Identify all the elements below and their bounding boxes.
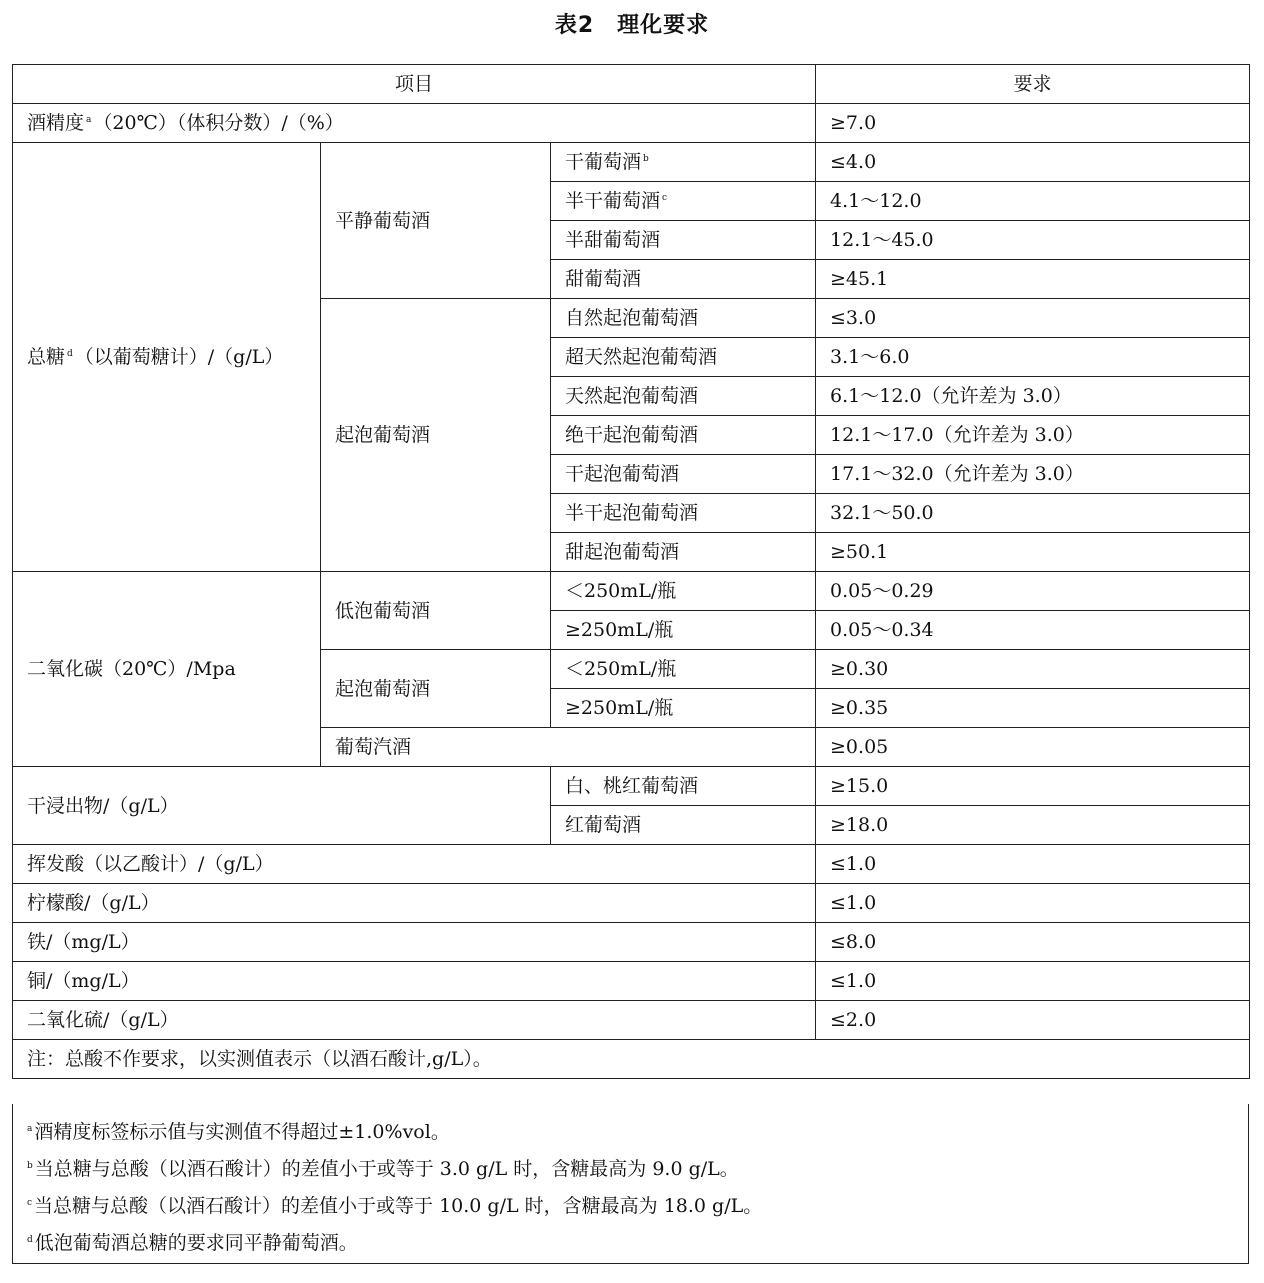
item-value: ≤8.0 [816,923,1250,962]
wine-type: 绝干起泡葡萄酒 [551,416,816,455]
table-row [13,845,1250,884]
wine-value: 6.1～12.0（允许差为 3.0） [816,377,1250,416]
requirements-table [12,64,1250,1079]
footnote: $^a$ 酒精度标签标示值与实测值不得超过±1.0%vol。 [27,1121,450,1143]
item-value: ≤1.0 [816,884,1250,923]
total-acid-note: 注：总酸不作要求，以实测值表示（以酒石酸计,g/L）。 [13,1040,1250,1079]
dry-extract-value: ≥15.0 [816,767,1250,806]
footnote: $^c$ 当总糖与总酸（以酒石酸计）的差值小于或等于 10.0 g/L 时，含糖最高为 18.0 g/L。 [27,1195,763,1217]
alcohol-value: ≥7.0 [816,104,1250,143]
wine-type: 半干葡萄酒 $^c$ [551,182,816,221]
footnote: $^d$ 低泡葡萄酒总糖的要求同平静葡萄酒。 [27,1232,358,1254]
wine-type: 自然起泡葡萄酒 [551,299,816,338]
header-requirement: 要求 [816,65,1250,104]
item-value: ≤1.0 [816,962,1250,1001]
co2-value: ≥0.30 [816,650,1250,689]
wine-type: 白、桃红葡萄酒 [551,767,816,806]
bottle-size: ＜250mL/瓶 [551,572,816,611]
table-row [13,572,1250,611]
dry-extract-value: ≥18.0 [816,806,1250,845]
wine-value: ≥45.1 [816,260,1250,299]
wine-value: 3.1～6.0 [816,338,1250,377]
item-value: ≤2.0 [816,1001,1250,1040]
wine-type: 半干起泡葡萄酒 [551,494,816,533]
item-label: 挥发酸（以乙酸计）/（g/L） [13,845,816,884]
wine-type: 超天然起泡葡萄酒 [551,338,816,377]
wine-type: 天然起泡葡萄酒 [551,377,816,416]
item-label: 二氧化硫/（g/L） [13,1001,816,1040]
footnote-mark: a [27,1123,33,1134]
footnote: $^b$ 当总糖与总酸（以酒石酸计）的差值小于或等于 3.0 g/L 时，含糖最高为 9.0 g/L。 [27,1158,739,1180]
co2-sparkling-label: 起泡葡萄酒 [321,650,551,728]
header-item: 项目 [13,65,816,104]
item-value: ≤1.0 [816,845,1250,884]
table-row [13,104,1250,143]
item-label: 铜/（mg/L） [13,962,816,1001]
wine-value: 4.1～12.0 [816,182,1250,221]
wine-value: 17.1～32.0（允许差为 3.0） [816,455,1250,494]
wine-value: ≥50.1 [816,533,1250,572]
footnotes [12,1104,1249,1264]
footnote-mark: a [86,114,92,125]
wine-value: 12.1～45.0 [816,221,1250,260]
wine-type: 甜起泡葡萄酒 [551,533,816,572]
item-label: 铁/（mg/L） [13,923,816,962]
bottle-size: ≥250mL/瓶 [551,611,816,650]
bottle-size: ≥250mL/瓶 [551,689,816,728]
wine-type: 红葡萄酒 [551,806,816,845]
footnote-mark: b [27,1160,33,1171]
table-header-row [13,65,1250,104]
footnote-mark: b [643,153,649,164]
wine-value: ≤3.0 [816,299,1250,338]
wine-type: 甜葡萄酒 [551,260,816,299]
alcohol-label: 酒精度 $^a$ （20℃）（体积分数）/（%） [13,104,816,143]
wine-value: 32.1～50.0 [816,494,1250,533]
co2-value: 0.05～0.29 [816,572,1250,611]
co2-label: 二氧化碳（20℃）/Mpa [13,572,321,767]
table-row [13,923,1250,962]
footnote-mark: d [27,1234,33,1245]
footnote-mark: c [662,192,668,203]
co2-value: ≥0.05 [816,728,1250,767]
wine-type: 干葡萄酒 $^b$ [551,143,816,182]
table-row [13,884,1250,923]
wine-type: 半甜葡萄酒 [551,221,816,260]
wine-value: 12.1～17.0（允许差为 3.0） [816,416,1250,455]
co2-value: 0.05～0.34 [816,611,1250,650]
bottle-size: ＜250mL/瓶 [551,650,816,689]
table-row [13,1001,1250,1040]
dry-extract-label: 干浸出物/（g/L） [13,767,551,845]
table-row [13,767,1250,806]
table-row [13,143,1250,182]
table-title: 表2 理化要求 [554,13,710,38]
co2-aerated-label: 葡萄汽酒 [321,728,816,767]
sugar-label: 总糖 $^d$ （以葡萄糖计）/（g/L） [13,143,321,572]
co2-value: ≥0.35 [816,689,1250,728]
wine-value: ≤4.0 [816,143,1250,182]
footnote-mark: c [27,1197,33,1208]
item-label: 柠檬酸/（g/L） [13,884,816,923]
footnote-mark: d [67,348,73,359]
table-row [13,1040,1250,1079]
sugar-sparkling-label: 起泡葡萄酒 [321,299,551,572]
wine-type: 干起泡葡萄酒 [551,455,816,494]
table-row [13,962,1250,1001]
co2-low-label: 低泡葡萄酒 [321,572,551,650]
sugar-still-label: 平静葡萄酒 [321,143,551,299]
